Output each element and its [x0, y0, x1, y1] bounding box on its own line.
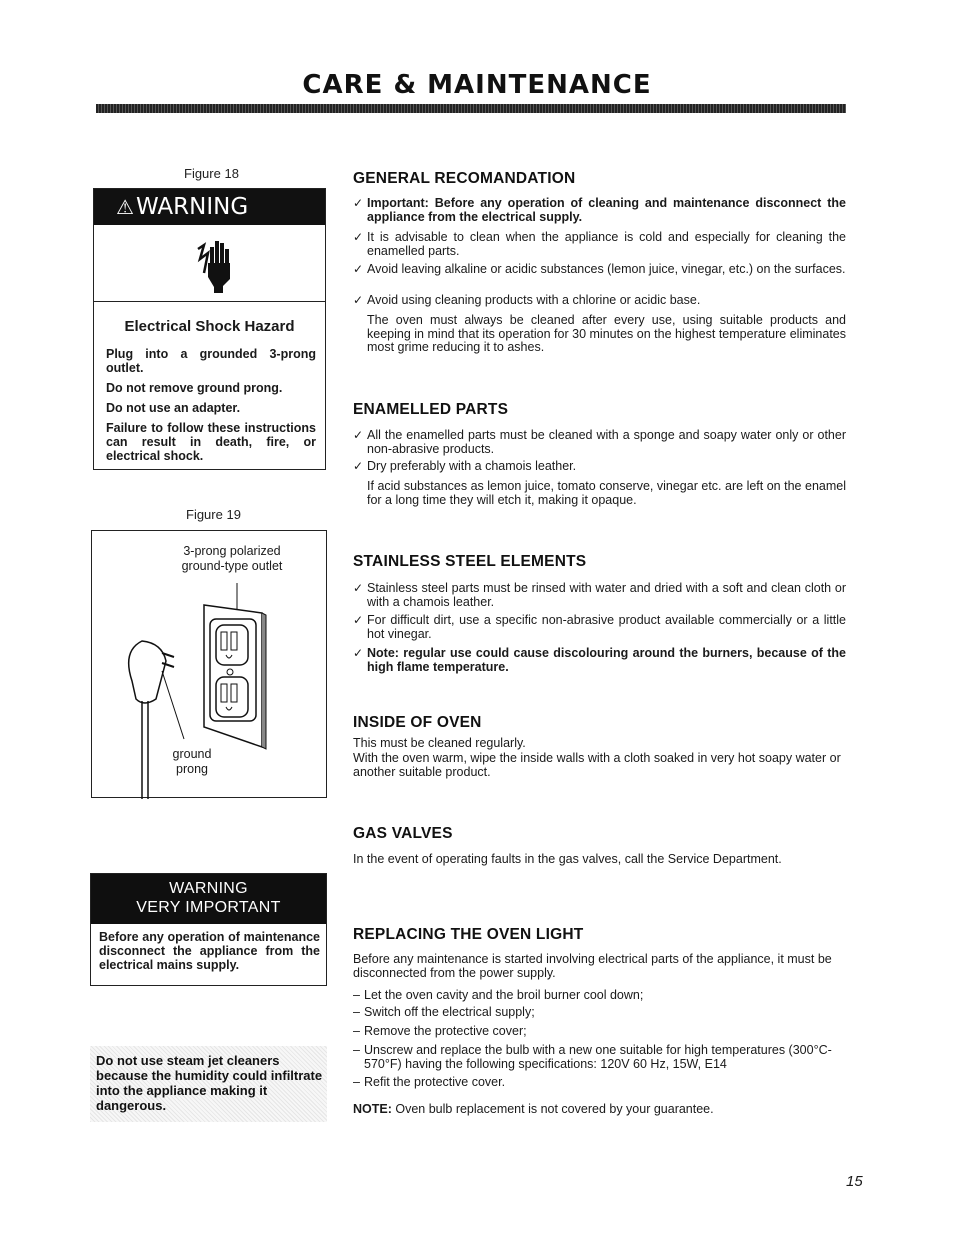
warning-header-label: WARNING: [135, 194, 249, 220]
ground-label-line1: ground: [172, 747, 212, 761]
electrical-warning-box: [93, 188, 326, 470]
steam-notice-text: Do not use steam jet cleaners because the humidity could infiltrate into the appliance making it dangerous.: [96, 1053, 323, 1113]
checkmark-icon: ✓: [353, 293, 364, 307]
ground-label-line2: prong: [176, 762, 208, 776]
vi-warning-text: Before any operation of maintenance disconnect the appliance from the electrical mains supply.: [99, 930, 320, 972]
inside-line: This must be cleaned regularly.: [353, 736, 526, 750]
outlet-label-line1: 3-prong polarized: [183, 544, 281, 558]
enamelled-paragraph: If acid substances as lemon juice, tomato conserve, vinegar etc. are left on the enamel for a long time they will etch it, making it opaque.: [367, 479, 846, 507]
list-item: ✓ Stainless steel parts must be rinsed with water and dried with a soft and clean cloth or with a chamois leather.: [353, 581, 846, 609]
note-text: Oven bulb replacement is not covered by your guarantee.: [391, 1102, 714, 1116]
warning-header: [94, 189, 325, 225]
list-item: ✓ Avoid leaving alkaline or acidic substances (lemon juice, vinegar, etc.) on the surfaces.: [353, 262, 846, 276]
steam-cleaner-notice: [90, 1046, 327, 1122]
light-step: – Switch off the electrical supply;: [353, 1005, 535, 1019]
section-heading-inside: INSIDE OF OVEN: [353, 714, 482, 731]
general-paragraph: The oven must always be cleaned after every use, using suitable products and keeping in mind that its operation for 30 minutes on the highest temperature eliminates most grime reducing it to ashes.: [367, 313, 846, 354]
checkmark-icon: ✓: [353, 613, 364, 627]
warning-line: Plug into a grounded 3-prong outlet.: [106, 347, 316, 375]
figure-18-caption: Figure 18: [184, 166, 239, 181]
section-heading-stainless: STAINLESS STEEL ELEMENTS: [353, 553, 587, 570]
section-heading-general: GENERAL RECOMANDATION: [353, 170, 576, 187]
section-heading-gas: GAS VALVES: [353, 825, 453, 842]
checkmark-icon: ✓: [353, 459, 364, 473]
maintenance-warning-box: [90, 873, 327, 986]
inside-line: With the oven warm, wipe the inside walls with a cloth soaked in very hot soapy water or another suitable product.: [353, 751, 841, 779]
warning-line: Do not remove ground prong.: [106, 381, 283, 395]
list-item: ✓ For difficult dirt, use a specific non-abrasive product available commercially or a little hot vinegar.: [353, 613, 846, 641]
outlet-label-line2: ground-type outlet: [181, 559, 283, 573]
light-step: – Refit the protective cover.: [353, 1075, 506, 1089]
warning-line: Do not use an adapter.: [106, 401, 241, 415]
outlet-figure: [91, 530, 327, 798]
checkmark-icon: ✓: [353, 646, 364, 660]
list-item: ✓ Note: regular use could cause discolouring around the burners, because of the high flame temperature.: [353, 646, 846, 674]
page-number: 15: [846, 1173, 863, 1190]
ground-prong-label: [164, 747, 220, 777]
light-step: – Remove the protective cover;: [353, 1024, 527, 1038]
checkmark-icon: ✓: [353, 196, 364, 210]
warning-line: Failure to follow these instructions can result in death, fire, or electrical shock.: [106, 421, 316, 463]
note-label: NOTE:: [353, 1102, 392, 1116]
title-rule: [96, 104, 846, 113]
very-important-header: [91, 874, 326, 924]
vi-header-line2: VERY IMPORTANT: [136, 899, 281, 916]
list-item: ✓ It is advisable to clean when the appliance is cold and especially for cleaning the enamelled parts.: [353, 230, 846, 258]
page-title: CARE & MAINTENANCE: [302, 70, 652, 100]
vi-header-line1: WARNING: [169, 880, 248, 897]
list-item: ✓ All the enamelled parts must be cleaned with a sponge and soapy water only or other non-abrasive products.: [353, 428, 846, 456]
light-step: – Let the oven cavity and the broil burner cool down;: [353, 988, 644, 1002]
checkmark-icon: ✓: [353, 230, 364, 244]
gas-text: In the event of operating faults in the gas valves, call the Service Department.: [353, 852, 782, 866]
checkmark-icon: ✓: [353, 428, 364, 442]
light-intro: Before any maintenance is started involving electrical parts of the appliance, it must be disconnected from the power supply.: [353, 952, 832, 980]
hazard-title: Electrical Shock Hazard: [124, 318, 295, 335]
light-step: – Unscrew and replace the bulb with a new one suitable for high temperatures (300°C-570°F) having the following specifications: 120V 60 Hz, 15W, E14: [353, 1043, 832, 1071]
checkmark-icon: ✓: [353, 581, 364, 595]
warning-icon-area: [94, 225, 325, 302]
section-heading-light: REPLACING THE OVEN LIGHT: [353, 926, 584, 943]
section-heading-enamelled: ENAMELLED PARTS: [353, 401, 509, 418]
checkmark-icon: ✓: [353, 262, 364, 276]
list-item: ✓ Avoid using cleaning products with a chlorine or acidic base.: [353, 293, 701, 307]
list-item: ✓ Dry preferably with a chamois leather.: [353, 459, 577, 473]
list-item: ✓ Important: Before any operation of cleaning and maintenance disconnect the appliance from the electrical supply.: [353, 196, 846, 224]
light-note: [353, 1102, 846, 1116]
figure-19-caption: Figure 19: [186, 507, 241, 522]
warning-triangle-icon: ⚠: [116, 195, 134, 219]
electric-shock-hand-icon: [194, 233, 234, 293]
